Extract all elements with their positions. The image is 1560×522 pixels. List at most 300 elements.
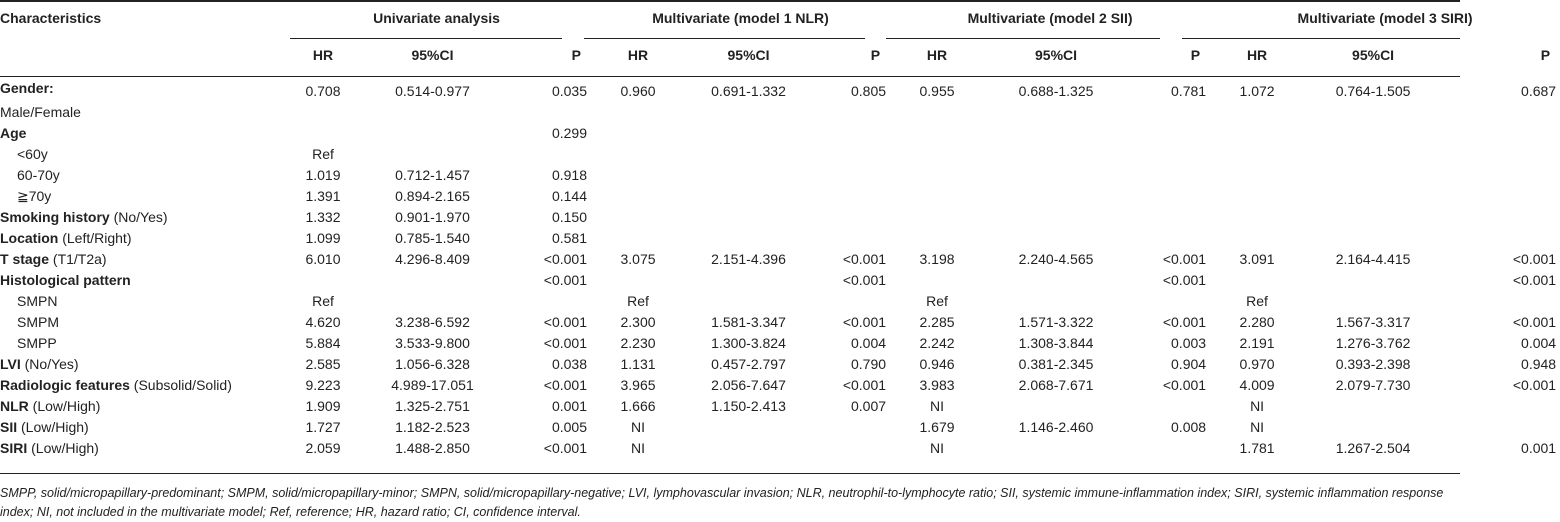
header-bottom-rule [0, 76, 1460, 77]
row-label-text: T stage [0, 251, 50, 267]
cell-hr: 1.019 [305, 167, 341, 183]
row-label-suffix: (T1/T2a) [49, 251, 107, 267]
table-row [0, 74, 1560, 102]
header-group-univariate: Univariate analysis [373, 10, 500, 26]
cell-hr: 2.585 [305, 356, 341, 372]
cell-ci [1304, 396, 1442, 417]
row-label [0, 228, 282, 249]
cell-hr: NI [930, 398, 945, 414]
table-row [0, 312, 1560, 333]
row-label-suffix: (Low/High) [17, 419, 89, 435]
cell-ci: 1.182-2.523 [395, 419, 470, 435]
cell-p [812, 417, 890, 438]
cell-ci [685, 102, 812, 123]
cell-hr [890, 102, 984, 123]
cell-p [1128, 228, 1210, 249]
cell-hr [282, 270, 364, 291]
row-label [0, 438, 282, 459]
cell-hr: Ref [926, 293, 948, 309]
cell-p: 0.001 [551, 398, 588, 414]
cell-p [1442, 123, 1560, 144]
cell-ci: 2.240-4.565 [1018, 251, 1094, 267]
cell-ci [984, 165, 1128, 186]
cell-ci [1304, 165, 1442, 186]
cell-hr: 0.960 [620, 83, 656, 99]
cell-p [812, 102, 890, 123]
row-label-text: ≧70y [17, 188, 52, 204]
cell-p: 0.948 [1521, 356, 1557, 372]
cell-ci: 1.567-3.317 [1335, 314, 1411, 330]
cell-ci: 3.238-6.592 [395, 314, 470, 330]
header-p: P [1190, 47, 1201, 63]
table-row [0, 123, 1560, 144]
cell-p: 0.687 [1521, 83, 1557, 99]
cell-hr [282, 102, 364, 123]
row-label [0, 144, 282, 165]
cell-ci: 1.300-3.824 [711, 335, 786, 351]
cell-p: 0.005 [551, 419, 588, 435]
cell-ci [984, 123, 1128, 144]
cell-ci [1304, 291, 1442, 312]
cell-ci: 0.764-1.505 [1335, 83, 1411, 99]
cell-p: <0.001 [543, 251, 588, 267]
cell-p [501, 291, 591, 312]
header-characteristics: Characteristics [0, 10, 102, 26]
cell-hr: 6.010 [305, 251, 341, 267]
cell-ci [984, 144, 1128, 165]
row-label [0, 74, 282, 102]
cell-p [1128, 144, 1210, 165]
cell-ci [685, 438, 812, 459]
header-ci: 95%CI [727, 47, 770, 63]
header-ci: 95%CI [411, 47, 454, 63]
cell-hr [591, 144, 685, 165]
table-top-rule [0, 0, 1460, 2]
cell-p [1442, 165, 1560, 186]
cell-hr [890, 165, 984, 186]
cell-p: <0.001 [543, 335, 588, 351]
cell-ci: 1.276-3.762 [1335, 335, 1411, 351]
cell-ci: 1.325-2.751 [395, 398, 470, 414]
cell-p [1442, 144, 1560, 165]
cell-hr: 9.223 [305, 377, 341, 393]
header-ci: 95%CI [1035, 47, 1078, 63]
cell-p: 0.781 [1171, 83, 1207, 99]
cell-hr: 1.781 [1239, 440, 1275, 456]
row-label-suffix: (No/Yes) [20, 356, 79, 372]
cell-ci: 0.381-2.345 [1018, 356, 1094, 372]
header-group-model2: Multivariate (model 2 SII) [967, 10, 1133, 26]
group-rule-model1 [584, 38, 865, 39]
cell-ci: 1.581-3.347 [711, 314, 786, 330]
cell-p [1128, 102, 1210, 123]
cell-p: 0.144 [551, 188, 588, 204]
header-group-model1: Multivariate (model 1 NLR) [652, 10, 829, 26]
cell-ci [984, 186, 1128, 207]
cell-ci [984, 270, 1128, 291]
cell-p [1442, 102, 1560, 123]
cell-p: 0.904 [1171, 356, 1207, 372]
row-label [0, 165, 282, 186]
header-p: P [870, 47, 881, 63]
cell-hr [1210, 228, 1304, 249]
cell-p [812, 291, 890, 312]
cell-p: 0.008 [1171, 419, 1207, 435]
cell-p: <0.001 [842, 251, 887, 267]
cell-p: <0.001 [842, 272, 887, 288]
cell-hr: 0.955 [919, 83, 955, 99]
cell-hr: 1.666 [620, 398, 656, 414]
cell-ci: 2.151-4.396 [711, 251, 786, 267]
cell-hr: 0.970 [1239, 356, 1275, 372]
cell-hr: 1.099 [305, 230, 341, 246]
cell-p [1128, 291, 1210, 312]
cell-ci [1304, 207, 1442, 228]
cell-ci [984, 228, 1128, 249]
row-label [0, 123, 282, 144]
cell-hr: 0.946 [919, 356, 955, 372]
cell-ci: 1.146-2.460 [1018, 419, 1094, 435]
row-label-suffix: (Left/Right) [58, 230, 132, 246]
cell-ci [685, 417, 812, 438]
row-label-text: SMPM [17, 314, 59, 330]
row-label [0, 249, 282, 270]
table-row [0, 354, 1560, 375]
row-label [0, 354, 282, 375]
row-label-text: Gender: [0, 79, 54, 96]
header-p: P [1540, 47, 1551, 63]
cell-ci [685, 123, 812, 144]
cell-hr [1210, 165, 1304, 186]
cell-hr: 2.280 [1239, 314, 1275, 330]
cell-p: <0.001 [543, 440, 588, 456]
cell-p [812, 165, 890, 186]
cell-ci: 1.150-2.413 [711, 398, 786, 414]
row-label-text: LVI [0, 356, 21, 372]
row-label-text: Location [0, 230, 59, 246]
row-label-text: SII [0, 419, 18, 435]
cell-hr: 2.191 [1239, 335, 1275, 351]
row-label-suffix: (Low/High) [28, 398, 101, 414]
header-group-model3: Multivariate (model 3 SIRI) [1297, 10, 1473, 26]
cell-hr: NI [1250, 398, 1265, 414]
cell-p: 0.035 [551, 83, 588, 99]
row-label-text: NLR [0, 398, 29, 414]
cell-hr [890, 123, 984, 144]
cell-p: 0.581 [551, 230, 588, 246]
cell-p: <0.001 [842, 314, 887, 330]
cell-hr: 0.708 [305, 83, 341, 99]
cell-ci: 0.457-2.797 [711, 356, 786, 372]
cell-p: 0.150 [551, 209, 588, 225]
cell-ci: 1.267-2.504 [1335, 440, 1411, 456]
cell-hr [890, 207, 984, 228]
cell-p [1442, 228, 1560, 249]
table-row [0, 249, 1560, 270]
cell-p [1128, 396, 1210, 417]
cell-ci [364, 102, 501, 123]
header-hr: HR [926, 47, 948, 63]
table-row [0, 417, 1560, 438]
cell-p [1128, 438, 1210, 459]
cell-hr [591, 102, 685, 123]
cell-ci: 0.393-2.398 [1335, 356, 1411, 372]
cell-ci: 0.901-1.970 [395, 209, 470, 225]
row-label-suffix: (Low/High) [27, 440, 99, 456]
cell-ci: 2.056-7.647 [711, 377, 786, 393]
cell-ci [984, 207, 1128, 228]
table-row [0, 165, 1560, 186]
row-label [0, 207, 282, 228]
cell-p [812, 186, 890, 207]
cell-hr [890, 270, 984, 291]
cell-ci: 4.989-17.051 [391, 377, 474, 393]
cell-p [501, 144, 591, 165]
row-label-text: SIRI [0, 440, 28, 456]
cell-ci: 1.308-3.844 [1018, 335, 1094, 351]
cell-ci [984, 396, 1128, 417]
cell-ci [364, 270, 501, 291]
cell-ci [1304, 228, 1442, 249]
cell-p [812, 123, 890, 144]
cell-hr: 2.059 [305, 440, 341, 456]
cell-hr: Ref [312, 146, 334, 162]
row-label-text: Radiologic features [0, 377, 130, 393]
table-row [0, 186, 1560, 207]
cell-p: 0.001 [1521, 440, 1557, 456]
cell-ci: 2.164-4.415 [1335, 251, 1411, 267]
cell-hr: 1.072 [1239, 83, 1275, 99]
cell-p [1442, 207, 1560, 228]
row-label-text: Male/Female [0, 104, 81, 120]
cell-p: <0.001 [1512, 251, 1557, 267]
table-row [0, 375, 1560, 396]
cell-p [812, 438, 890, 459]
row-label [0, 312, 282, 333]
cell-ci: 0.688-1.325 [1018, 83, 1094, 99]
cell-hr: 1.332 [305, 209, 341, 225]
header-hr: HR [312, 47, 334, 63]
cell-p [812, 228, 890, 249]
cell-hr: NI [1250, 419, 1265, 435]
cell-ci [364, 144, 501, 165]
cell-p [1442, 291, 1560, 312]
cell-p: <0.001 [1162, 377, 1207, 393]
cell-hr: Ref [312, 293, 334, 309]
cell-ci [685, 270, 812, 291]
cell-p: <0.001 [543, 272, 588, 288]
row-label [0, 186, 282, 207]
group-rule-model3 [1182, 38, 1460, 39]
table-row [0, 438, 1560, 459]
cell-ci [685, 228, 812, 249]
cell-ci [984, 102, 1128, 123]
table-row [0, 333, 1560, 354]
cell-p: 0.007 [850, 398, 887, 414]
cell-hr [890, 228, 984, 249]
cell-ci [685, 186, 812, 207]
cell-p: 0.038 [551, 356, 588, 372]
row-label [0, 417, 282, 438]
cell-hr: 2.242 [919, 335, 955, 351]
cell-hr [591, 270, 685, 291]
row-label-text: Smoking history [0, 209, 110, 225]
cell-p: <0.001 [1162, 272, 1207, 288]
cell-p [1128, 165, 1210, 186]
cell-hr [1210, 207, 1304, 228]
cell-p: 0.805 [850, 83, 887, 99]
cell-hr [1210, 123, 1304, 144]
row-label-text: <60y [17, 146, 48, 162]
cell-hr: 2.230 [620, 335, 656, 351]
group-rule-univariate [290, 38, 562, 39]
cell-p: <0.001 [1162, 314, 1207, 330]
group-rule-model2 [886, 38, 1160, 39]
table-row [0, 102, 1560, 123]
cell-ci: 0.691-1.332 [711, 83, 786, 99]
cell-ci [685, 291, 812, 312]
cell-p [1442, 186, 1560, 207]
cell-ci: 1.571-3.322 [1018, 314, 1094, 330]
cell-ci [1304, 186, 1442, 207]
cell-ci: 0.894-2.165 [395, 188, 470, 204]
cell-p [1442, 396, 1560, 417]
cell-hr: 3.983 [919, 377, 955, 393]
cell-ci [1304, 102, 1442, 123]
table-row [0, 270, 1560, 291]
header-row-sub [0, 36, 1560, 74]
header-blank [0, 36, 282, 74]
cell-hr [1210, 102, 1304, 123]
cell-hr [890, 144, 984, 165]
cell-p [812, 144, 890, 165]
cell-p: 0.918 [551, 167, 588, 183]
cell-p: <0.001 [1512, 314, 1557, 330]
cell-hr: Ref [627, 293, 649, 309]
row-label [0, 375, 282, 396]
cell-hr: 1.679 [919, 419, 955, 435]
table-body [0, 74, 1560, 459]
cell-hr: 5.884 [305, 335, 341, 351]
cell-ci [984, 438, 1128, 459]
cell-hr: 4.620 [305, 314, 341, 330]
cell-p [1128, 207, 1210, 228]
table-row [0, 228, 1560, 249]
cell-hr: 1.131 [620, 356, 656, 372]
cell-ci: 2.068-7.671 [1018, 377, 1094, 393]
cell-hr: 1.727 [305, 419, 341, 435]
row-label [0, 270, 282, 291]
cell-hr: Ref [1246, 293, 1268, 309]
cell-ci [1304, 144, 1442, 165]
cell-p: <0.001 [1162, 251, 1207, 267]
cell-hr [1210, 144, 1304, 165]
header-hr: HR [627, 47, 649, 63]
cell-hr: NI [631, 440, 646, 456]
row-label-text: Histological pattern [0, 272, 131, 288]
cell-p [1128, 186, 1210, 207]
cell-ci [364, 123, 501, 144]
header-p: P [571, 47, 582, 63]
cell-ci [1304, 123, 1442, 144]
cell-ci [685, 165, 812, 186]
header-ci: 95%CI [1352, 47, 1395, 63]
cell-p: <0.001 [1512, 377, 1557, 393]
cell-hr: 3.198 [919, 251, 955, 267]
cell-p [1442, 417, 1560, 438]
cell-ci: 2.079-7.730 [1335, 377, 1411, 393]
table-bottom-rule [0, 473, 1460, 474]
header-row-groups [0, 0, 1560, 36]
cell-ci [984, 291, 1128, 312]
cell-hr [591, 123, 685, 144]
cell-hr [890, 186, 984, 207]
cell-hr: 3.091 [1239, 251, 1275, 267]
row-label-text: SMPP [17, 335, 57, 351]
cell-hr: 4.009 [1239, 377, 1275, 393]
cell-ci [1304, 417, 1442, 438]
cell-p: <0.001 [543, 314, 588, 330]
header-hr: HR [1246, 47, 1268, 63]
row-label-suffix: (Subsolid/Solid) [129, 377, 232, 393]
table-row [0, 144, 1560, 165]
cell-ci: 1.056-6.328 [395, 356, 470, 372]
row-label [0, 396, 282, 417]
row-label [0, 291, 282, 312]
table-footnote: SMPP, solid/micropapillary-predominant; SMPM, solid/micropapillary-minor; SMPN, solid/micropapillary-negative; LVI, lymphovascular invasion; NLR, neutrophil-to-lymphocyte ratio; SII, systemic immune-inflammation index; SIRI, systemic inflammation response index; NI, not included in the multivariate model; Ref, reference; HR, hazard ratio; CI, confidence interval. [0, 486, 1444, 519]
cell-p [501, 102, 591, 123]
cell-p: 0.004 [1521, 335, 1557, 351]
table-row [0, 396, 1560, 417]
cell-ci: 0.514-0.977 [395, 83, 470, 99]
cell-p: 0.299 [551, 125, 588, 141]
cell-hr: NI [930, 440, 945, 456]
cell-hr: 2.300 [620, 314, 656, 330]
cell-ci [1304, 270, 1442, 291]
cell-hr [591, 207, 685, 228]
cell-hr [282, 123, 364, 144]
cell-p: 0.004 [850, 335, 887, 351]
cell-ci: 0.712-1.457 [395, 167, 470, 183]
cell-ci [364, 291, 501, 312]
cell-ci: 4.296-8.409 [395, 251, 470, 267]
cell-hr: 3.075 [620, 251, 656, 267]
cell-hr [1210, 186, 1304, 207]
cell-hr [591, 165, 685, 186]
row-label [0, 333, 282, 354]
row-label-text: SMPN [17, 293, 58, 309]
cell-p: <0.001 [842, 377, 887, 393]
row-label [0, 102, 282, 123]
table-row [0, 207, 1560, 228]
cell-ci [685, 207, 812, 228]
cell-ci: 0.785-1.540 [395, 230, 470, 246]
cell-hr: 2.285 [919, 314, 955, 330]
cell-hr: 1.391 [305, 188, 341, 204]
cell-hr: 3.965 [620, 377, 656, 393]
cell-hr [591, 228, 685, 249]
row-label-text: Age [0, 125, 27, 141]
cell-hr: NI [631, 419, 646, 435]
cell-p [1128, 123, 1210, 144]
cell-hr [591, 186, 685, 207]
cell-p [812, 207, 890, 228]
cell-hr: 1.909 [305, 398, 341, 414]
cell-p: 0.003 [1171, 335, 1207, 351]
cell-ci [685, 144, 812, 165]
cell-p: 0.790 [850, 356, 887, 372]
cell-p: <0.001 [543, 377, 588, 393]
